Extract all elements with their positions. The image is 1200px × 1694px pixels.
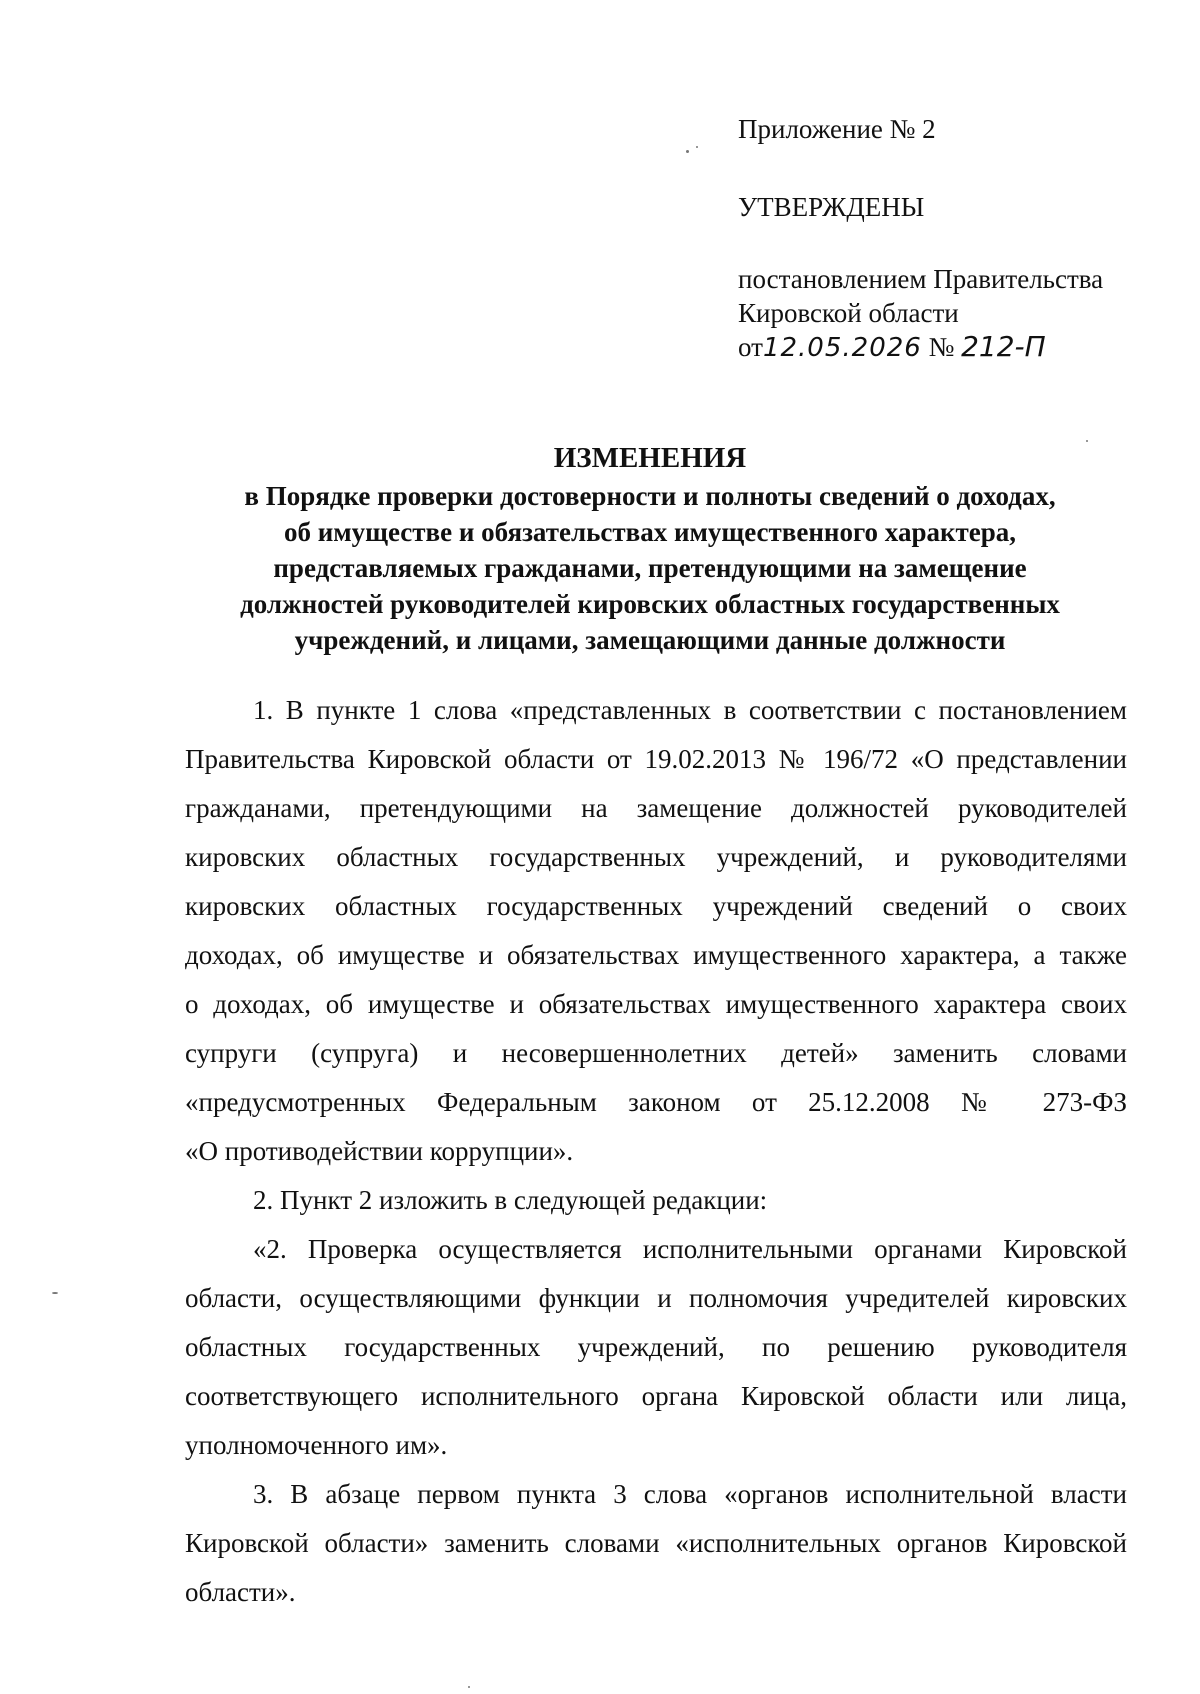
text-line: области, осуществляющими функции и полномочия учредителей кировских [185,1283,1127,1313]
paragraph-3 [185,1225,1127,1470]
text-line: супруги (супруга) и несовершеннолетних детей» заменить словами [185,1038,1127,1068]
text-line: областных государственных учреждений, по решению руководителя [185,1332,1127,1362]
scan-speck [468,1686,470,1688]
title-line: в Порядке проверки достоверности и полноты сведений о доходах, [244,481,1056,511]
text-line: области». [185,1577,296,1607]
decree-line-1: постановлением Правительства [738,264,1104,294]
title-main: ИЗМЕНЕНИЯ [553,442,747,474]
handwritten-number: 212-П [961,330,1046,363]
document-title [190,440,1110,658]
appendix-label: Приложение № 2 [738,114,936,144]
title-line: должностей руководителей кировских областных государственных [240,589,1060,619]
text-line: «О противодействии коррупции». [185,1136,574,1166]
date-prefix: от [738,332,763,362]
text-line: 3. В абзаце первом пункта 3 слова «органов исполнительной власти [253,1479,1127,1509]
scan-speck [696,146,698,148]
approval-block [738,112,1178,365]
paragraph-2 [185,1176,1127,1225]
text-line: уполномоченного им». [185,1430,448,1460]
text-line: Правительства Кировской области от 19.02.2013 № 196/72 «О представлении [185,744,1127,774]
handwritten-date: 12.05.2026 [762,333,922,363]
number-prefix: № [928,332,955,362]
text-line: «предусмотренных Федеральным законом от 25.12.2008 № 273-ФЗ [185,1087,1127,1117]
text-line: 2. Пункт 2 изложить в следующей редакции: [253,1185,768,1215]
scan-speck [686,150,689,153]
title-line: учреждений, и лицами, замещающими данные должности [294,625,1006,655]
document-body [185,686,1127,1617]
scan-speck [52,1292,58,1294]
title-line: об имуществе и обязательствах имущественного характера, [283,517,1017,547]
decree-date-line [738,330,1178,365]
text-line: доходах, об имуществе и обязательствах имущественного характера, а также [185,940,1127,970]
text-line: 1. В пункте 1 слова «представленных в соответствии с постановлением [253,695,1127,725]
text-line: кировских областных государственных учреждений, и руководителями [185,842,1127,872]
title-subtitle [190,478,1110,658]
text-line: «2. Проверка осуществляется исполнительными органами Кировской [253,1234,1127,1264]
text-line: кировских областных государственных учреждений сведений о своих [185,891,1127,921]
approved-label: УТВЕРЖДЕНЫ [738,192,925,222]
scan-speck [1086,440,1088,442]
decree-line-2: Кировской области [738,298,959,328]
text-line: о доходах, об имуществе и обязательствах имущественного характера своих [185,989,1127,1019]
text-line: соответствующего исполнительного органа Кировской области или лица, [185,1381,1127,1411]
text-line: Кировской области» заменить словами «исполнительных органов Кировской [185,1528,1127,1558]
text-line: гражданами, претендующими на замещение должностей руководителей [185,793,1127,823]
title-line: представляемых гражданами, претендующими на замещение [273,553,1027,583]
paragraph-1 [185,686,1127,1176]
paragraph-4 [185,1470,1127,1617]
